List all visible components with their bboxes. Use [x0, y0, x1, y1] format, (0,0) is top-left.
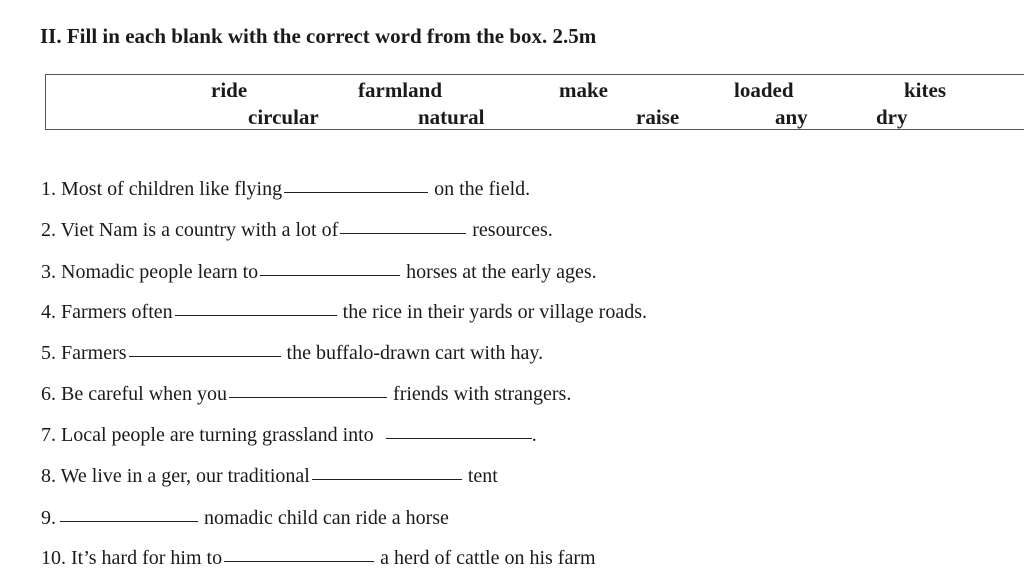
- question-text: 8. We live in a ger, our traditional: [41, 465, 310, 487]
- word-box-item: loaded: [734, 78, 794, 102]
- question-text: 7. Local people are turning grassland into: [41, 424, 374, 446]
- word-box-item: any: [775, 105, 808, 129]
- word-box-item: kites: [904, 78, 946, 102]
- question-text: 9.: [41, 507, 56, 529]
- word-box-item: farmland: [358, 78, 442, 102]
- question-text: tent: [467, 465, 498, 487]
- answer-blank[interactable]: [312, 459, 462, 480]
- answer-blank[interactable]: [129, 336, 281, 357]
- question-text: nomadic child can ride a horse: [204, 507, 449, 529]
- question-item: [41, 379, 571, 406]
- word-box-item: circular: [248, 105, 319, 129]
- answer-blank[interactable]: [229, 377, 387, 398]
- question-text: .: [531, 424, 537, 446]
- question-text: resources.: [472, 219, 553, 241]
- answer-blank[interactable]: [260, 255, 400, 276]
- question-text: the rice in their yards or village roads.: [342, 301, 647, 323]
- word-box-item: ride: [211, 78, 248, 102]
- word-box: [45, 74, 1024, 130]
- question-text: a herd of cattle on his farm: [380, 547, 596, 569]
- exercise-heading: II. Fill in each blank with the correct word from the box. 2.5m: [40, 24, 597, 48]
- question-text: 1. Most of children like flying: [41, 178, 283, 200]
- question-text: 4. Farmers often: [41, 301, 173, 323]
- word-box-item: natural: [418, 105, 485, 129]
- question-text: 5. Farmers: [41, 342, 127, 364]
- question-text: friends with strangers.: [393, 383, 572, 405]
- question-item: [41, 338, 543, 365]
- word-box-item: dry: [876, 105, 908, 129]
- question-text: 3. Nomadic people learn to: [41, 261, 259, 283]
- question-item: [41, 543, 596, 570]
- question-item: [41, 174, 530, 201]
- question-text: 2. Viet Nam is a country with a lot of: [41, 219, 339, 241]
- question-text: 10. It’s hard for him to: [41, 547, 223, 569]
- answer-blank[interactable]: [284, 172, 428, 193]
- question-text: the buffalo-drawn cart with hay.: [286, 342, 544, 364]
- question-text: 6. Be careful when you: [41, 383, 228, 405]
- question-item: [41, 461, 498, 488]
- question-item: [41, 215, 553, 242]
- question-text: on the field.: [434, 178, 531, 200]
- answer-blank[interactable]: [60, 501, 198, 522]
- question-item: [41, 420, 537, 447]
- question-item: [41, 503, 449, 530]
- question-text: horses at the early ages.: [406, 261, 597, 283]
- word-box-item: make: [559, 78, 608, 102]
- answer-blank[interactable]: [340, 213, 466, 234]
- question-item: [41, 297, 647, 324]
- answer-blank[interactable]: [175, 295, 337, 316]
- question-item: [41, 257, 597, 284]
- word-box-item: raise: [636, 105, 680, 129]
- answer-blank[interactable]: [386, 418, 532, 439]
- answer-blank[interactable]: [224, 541, 374, 562]
